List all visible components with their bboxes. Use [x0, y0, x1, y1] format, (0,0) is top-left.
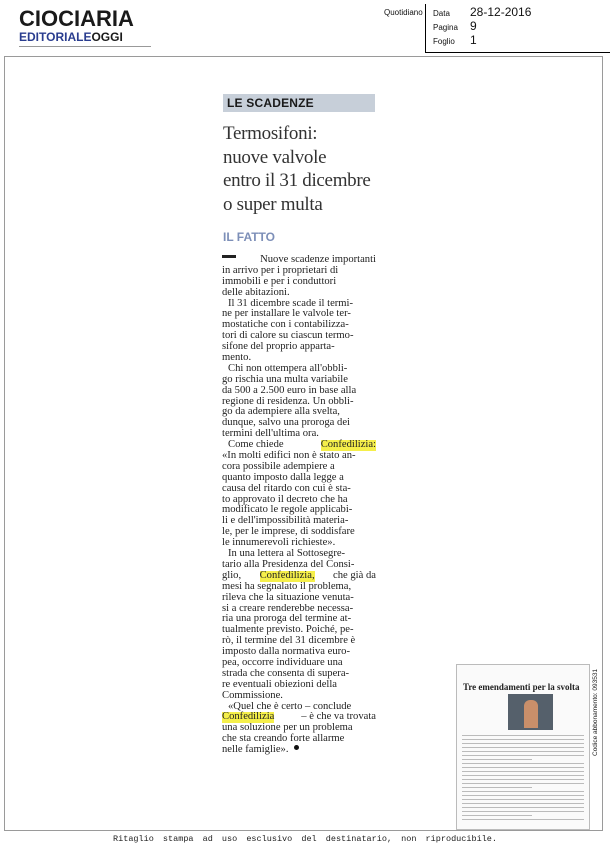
- body-text: re eventuali obiezioni della: [222, 678, 338, 690]
- body-text: tario alla Presidenza del Consi-: [222, 558, 355, 570]
- meta-label-page: Pagina: [433, 23, 458, 32]
- body-text: cora possibile adempiere a: [222, 460, 335, 472]
- body-text: Chi non ottempera all'obbli-: [228, 362, 348, 374]
- logo-divider: [19, 46, 151, 47]
- thumbnail-text-line: [462, 775, 584, 776]
- newspaper-logo: CIOCIARIA: [19, 6, 134, 31]
- body-text: «Quel che è certo – conclude: [228, 700, 352, 712]
- thumbnail-text-line: [462, 771, 584, 772]
- body-text: termini dell'ultima ora.: [222, 428, 319, 440]
- thumbnail-text-line: [462, 799, 584, 800]
- body-text: ria una proroga del termine at-: [222, 613, 352, 625]
- thumbnail-text-line: [462, 767, 584, 768]
- body-text: da 500 a 2.500 euro in base alla: [222, 384, 357, 396]
- body-text: strada che consenta di supera-: [222, 667, 350, 679]
- body-text: dunque, salvo una proroga dei: [222, 417, 350, 429]
- body-text: modificato le regole applicabi-: [222, 504, 353, 516]
- body-text: nelle famiglie».: [222, 744, 289, 756]
- body-text: tori di calore su ciascun termo-: [222, 330, 354, 342]
- logo-sub-right: OGGI: [91, 30, 123, 44]
- body-text: go rischia una multa variabile: [222, 373, 348, 385]
- lead-marker-icon: [222, 255, 236, 258]
- thumbnail-text-block: [462, 735, 584, 825]
- body-text: le, per le imprese, di soddisfare: [222, 526, 355, 538]
- body-text: ne per installare le valvole ter-: [222, 308, 351, 320]
- meta-value-sheet: 1: [470, 33, 477, 47]
- body-text: mostatiche con i contabilizza-: [222, 319, 349, 331]
- body-text: sifone del proprio apparta-: [222, 341, 335, 353]
- body-text: Il 31 dicembre scade il termi-: [228, 297, 354, 309]
- headline-line: Termosifoni:: [223, 123, 318, 144]
- meta-label-date: Data: [433, 9, 450, 18]
- body-text: in arrivo per i proprietari di: [222, 264, 339, 276]
- body-text: delle abitazioni.: [222, 286, 290, 298]
- body-text: che sta creando forte allarme: [222, 733, 345, 745]
- thumbnail-text-line: [462, 803, 584, 804]
- thumbnail-text-line: [462, 779, 584, 780]
- header-rule: [425, 52, 610, 53]
- body-line: [222, 386, 376, 397]
- thumbnail-text-line: [462, 819, 584, 820]
- body-text: Nuove scadenze importanti: [260, 254, 376, 265]
- thumbnail-text-line: [462, 807, 584, 808]
- thumbnail-text-line: [462, 747, 584, 748]
- thumbnail-person-icon: [524, 700, 538, 728]
- thumbnail-text-line: [462, 743, 584, 744]
- body-text: quanto imposto dalla legge a: [222, 471, 344, 483]
- meta-value-page: 9: [470, 19, 477, 33]
- thumbnail-text-line: [462, 815, 532, 816]
- highlight-confedilizia: Confedilizia,: [259, 569, 315, 581]
- kicker: LE SCADENZE: [227, 96, 314, 110]
- thumbnail-text-line: [462, 751, 584, 752]
- body-line: [222, 680, 376, 691]
- meta-divider: [425, 4, 426, 52]
- thumbnail-text-line: [462, 787, 532, 788]
- body-text: pea, occorre individuare una: [222, 656, 343, 668]
- highlight-confedilizia: Confedilizia:: [320, 439, 376, 451]
- body-text: tualmente previsto. Poiché, pe-: [222, 624, 354, 636]
- body-line: [222, 745, 376, 756]
- thumbnail-text-line: [462, 795, 584, 796]
- body-text: che già da: [333, 569, 376, 581]
- thumbnail-text-line: [462, 763, 584, 764]
- newspaper-logo-subtitle: [19, 30, 123, 44]
- thumbnail-title: Tre emendamenti per la svolta: [463, 682, 580, 692]
- thumbnail-text-line: [462, 759, 532, 760]
- logo-sub-left: EDITORIALE: [19, 30, 92, 44]
- thumbnail-text-line: [462, 783, 584, 784]
- body-text: rò, il termine del 31 dicembre è: [222, 635, 356, 647]
- body-text: go da adempiere alla svelta,: [222, 406, 340, 418]
- body-line: [222, 288, 376, 299]
- subscription-code: Codice abbonamento: 093531: [592, 668, 599, 756]
- body-text: li e dell'impossibilità materia-: [222, 515, 349, 527]
- article-body: [222, 255, 376, 756]
- body-text: Commissione.: [222, 689, 283, 701]
- headline-line: o super multa: [223, 193, 323, 215]
- thumbnail-text-line: [462, 755, 584, 756]
- headline: [223, 122, 383, 216]
- footer-note: Ritaglio stampa ad uso esclusivo del destinatario, non riproducibile.: [113, 834, 497, 844]
- section-label: IL FATTO: [223, 230, 276, 244]
- publication-type: Quotidiano: [384, 8, 423, 17]
- headline-line: nuove valvole: [223, 146, 327, 168]
- thumbnail-text-line: [462, 739, 584, 740]
- body-line: [222, 582, 376, 593]
- highlight-confedilizia: Confedilizia: [222, 711, 275, 723]
- body-text: «In molti edifici non è stato an-: [222, 450, 356, 462]
- body-text: In una lettera al Sottosegre-: [228, 548, 346, 560]
- body-text: si a creare renderebbe necessa-: [222, 602, 354, 614]
- meta-label-sheet: Foglio: [433, 37, 455, 46]
- meta-value-date: 28-12-2016: [470, 5, 532, 19]
- body-line: [222, 593, 376, 604]
- body-text: Come chiede: [228, 439, 284, 451]
- body-line: [222, 484, 376, 495]
- body-text: – è che va trovata: [301, 711, 376, 723]
- thumbnail-text-line: [462, 791, 584, 792]
- headline-line: entro il 31 dicembre: [223, 170, 371, 191]
- body-text: le innumerevoli richieste».: [222, 537, 336, 549]
- end-mark-icon: [294, 745, 299, 750]
- body-text: imposto dalla normativa euro-: [222, 646, 350, 658]
- thumbnail-text-line: [462, 811, 584, 812]
- body-text: rileva che la situazione venuta-: [222, 591, 354, 603]
- body-text: regione di residenza. Un obbli-: [222, 395, 354, 407]
- body-line: [222, 691, 376, 702]
- body-text: to approvato il decreto che ha: [222, 493, 348, 505]
- body-text: una soluzione per un problema: [222, 722, 353, 734]
- body-text: causa del ritardo con cui è sta-: [222, 482, 351, 494]
- body-text: glio,: [222, 569, 242, 581]
- body-text: mesi ha segnalato il problema,: [222, 580, 352, 592]
- body-text: mento.: [222, 352, 252, 364]
- thumbnail-text-line: [462, 735, 584, 736]
- body-text: immobili e per i conduttori: [222, 275, 337, 287]
